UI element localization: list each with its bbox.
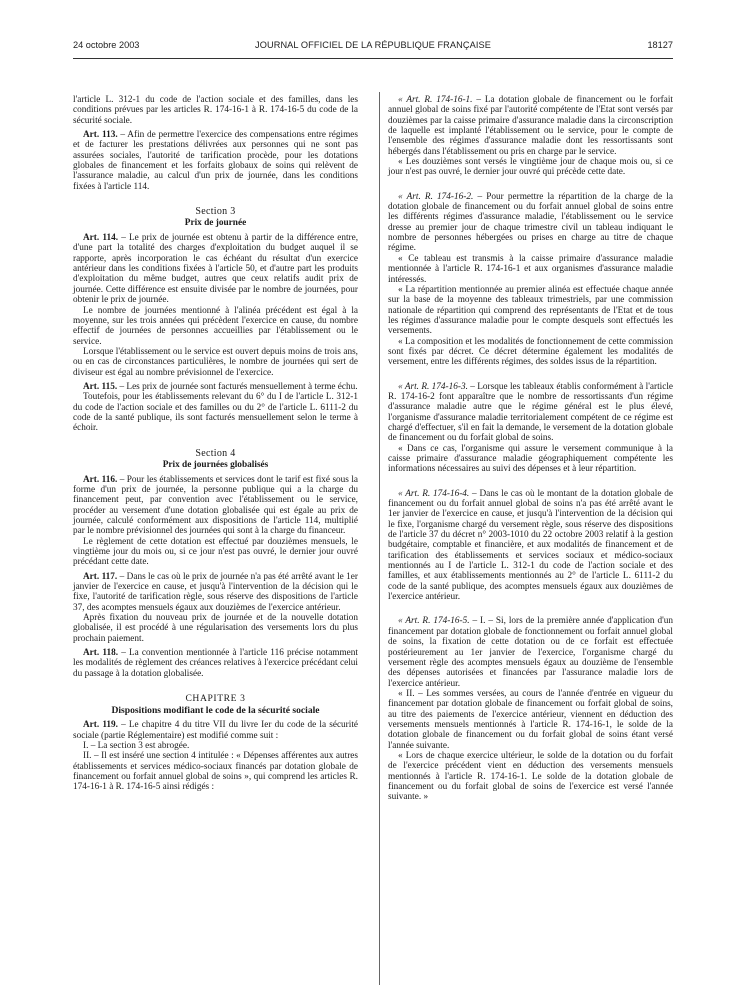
article-119-item-2: II. – Il est inséré une section 4 intitulée : « Dépenses afférentes aux autres établissements et services médico-sociaux financés par dotation globale de financement ou forfait annuel global de soins », qui comprend les articles R. 174-16-1 à R. 174-16-5 ainsi rédigés : (73, 751, 358, 793)
article-r-174-16-2 (388, 192, 673, 254)
chapter-3-title: CHAPITRE 3 (185, 693, 246, 705)
article-r-174-16-4-label: « Art. R. 174-16-4. (398, 488, 470, 499)
article-114-paragraph-3: Lorsque l'établissement ou le service est ouvert depuis moins de trois ans, ou en cas de circonstances particulières, le nombre de journées qui sert de diviseur est égal au nombre prévisionnel de l'exercice. (73, 346, 358, 378)
article-117-text: – Dans le cas où le prix de journée n'a pas été arrêté avant le 1er janvier de l'exercice en cause, et jusqu'à l'intervention de la décision qui le fixe, l'autorité de tarification règle, sous réserve des dispositions de l'article 37, des acomptes mensuels égaux aux douzièmes de l'exercice antérieur. (73, 571, 358, 613)
article-118-label: Art. 118. (83, 648, 119, 659)
article-119-label: Art. 119. (83, 720, 118, 731)
article-r-174-16-5-label: « Art. R. 174-16-5. (398, 616, 470, 627)
section-4-subtitle: Prix de journées globalisés (162, 459, 269, 470)
article-115-paragraph-2: Toutefois, pour les établissements relevant du 6° du I de l'article L. 312-1 du code de l'action sociale et des familles ou du 2° de l'article L. 6111-2 du code de la santé publique, ils sont facturés mensuellement selon le terme à échoir. (73, 392, 358, 434)
section-3-title: Section 3 (195, 206, 236, 218)
article-118 (73, 648, 358, 679)
article-r-174-16-1-label: « Art. R. 174-16-1. (398, 95, 473, 105)
article-r-174-16-4 (388, 489, 673, 603)
article-114-label: Art. 114. (83, 233, 119, 244)
article-115-text: – Les prix de journée sont facturés mensuellement à terme échu. (117, 381, 358, 392)
article-r-174-16-5-paragraph-2: « II. – Les sommes versées, au cours de l'année d'entrée en vigueur du financement par dotation globale de financement ou forfait global de soins, au titre des paiements de l'exercice antérieur, viennent en déduction des versements mensuels mentionnés à l'article R. 174-16-1, le solde de la dotation globale de financement ou du forfait global de soins étant versé l'année suivante. (388, 688, 673, 751)
right-column (388, 95, 673, 803)
header-title: JOURNAL OFFICIEL DE LA RÉPUBLIQUE FRANÇAISE (255, 40, 491, 50)
article-r-174-16-5-paragraph-3: « Lors de chaque exercice ultérieur, le solde de la dotation ou du forfait de l'exercice précédent vient en déduction des versements mensuels mentionnés à l'article R. 174-16-1. Le solde de la dotation globale de financement ou du forfait global de soins de l'exercice est versé l'année suivante. » (388, 750, 673, 803)
chapter-3-subtitle: Dispositions modifiant le code de la sécurité sociale (111, 705, 320, 717)
article-r-174-16-1-text: – La dotation globale de financement ou le forfait annuel global de soins fixé par l'autorité compétente de l'Etat sont versés par douzièmes par la caisse primaire d'assurance maladie dans la circonscription de laquelle est implanté l'établissement ou le service, pour le compte de l'ensemble des régimes d'assurance maladie dont les ressortissants sont hébergés dans l'établissement ou pris en charge par le service. (388, 95, 673, 157)
header-page-number: 18127 (647, 40, 673, 50)
header-date: 24 octobre 2003 (73, 40, 140, 50)
paragraph-intro: l'article L. 312-1 du code de l'action sociale et des familles, dans les conditions prévues par les articles R. 174-16-1 à R. 174-16-5 du code de la sécurité sociale. (73, 95, 358, 126)
column-divider (379, 92, 380, 985)
article-r-174-16-2-paragraph-4: « La composition et les modalités de fonctionnement de cette commission sont fixés par décret. Ce décret détermine également les modalités de versement, entre les différents régimes, des soldes issus de la répartition. (388, 336, 673, 368)
article-114-paragraph-2: Le nombre de journées mentionné à l'alinéa précédent est égal à la moyenne, sur les trois années qui précèdent l'exercice en cause, du nombre effectif de journées de personnes accueillies par l'établissement ou le service. (73, 305, 358, 347)
article-r-174-16-1 (388, 95, 673, 157)
article-r-174-16-1-paragraph-2: « Les douzièmes sont versés le vingtième jour de chaque mois ou, si ce jour n'est pas ouvré, le dernier jour ouvré qui précède cette date. (388, 157, 673, 178)
article-119-text: – Le chapitre 4 du titre VII du livre Ier du code de la sécurité sociale (partie Réglementaire) est modifié comme suit : (73, 720, 358, 741)
left-column (73, 95, 358, 793)
article-r-174-16-5-text: – I. – Si, lors de la première année d'application d'un financement par dotation globale de fonctionnement ou forfait annuel global de soins, la fixation de cette dotation ou de ce forfait est effectuée postérieurement au 1er janvier de l'exercice, l'organisme chargé du versement règle des acomptes mensuels égaux au douzième de l'ensemble des dépenses autorisées et financées par l'assurance maladie lors de l'exercice antérieur. (388, 616, 673, 689)
article-119-item-1: I. – La section 3 est abrogée. (83, 740, 190, 751)
article-r-174-16-2-paragraph-3: « La répartition mentionnée au premier alinéa est effectuée chaque année sur la base de la moyenne des tableaux trimestriels, par une commission nationale de répartition qui comprend des représentants de l'Etat et de tous les régimes d'assurance maladie pour le compte desquels sont effectués les versements. (388, 284, 673, 337)
article-118-text: – La convention mentionnée à l'article 116 précise notamment les modalités de règlement des créances relatives à l'exercice précédant celui du passage à la dotation globalisée. (73, 648, 358, 679)
article-r-174-16-5 (388, 616, 673, 688)
article-113-text: – Afin de permettre l'exercice des compensations entre régimes et de facturer les prestations délivrées aux personnes qui ne sont pas assurées sociales, l'autorité de tarification procède, pour les dotations globales de financement et les forfaits globaux de soins qui relèvent de l'assurance maladie, au calcul d'un prix de journée, dans les conditions fixées à l'article 114. (73, 130, 358, 192)
section-3-subtitle: Prix de journée (184, 218, 247, 229)
article-r-174-16-2-label: « Art. R. 174-16-2. (398, 191, 474, 202)
article-116-text: – Pour les établissements et services dont le tarif est fixé sous la forme d'un prix de journée, la personne publique qui a la charge du financement peut, par convention avec l'établissement ou le service, procéder au versement d'une dotation globalisée qui est égale au prix de journée, calculé conformément aux dispositions de l'article 114, multiplié par le nombre prévisionnel des journées qui sont à la charge du financeur. (73, 474, 358, 537)
article-117-paragraph-2: Après fixation du nouveau prix de journée et de la nouvelle dotation globalisée, il est procédé à une régularisation des versements lors du plus prochain paiement. (73, 613, 358, 644)
article-114-text: – Le prix de journée est obtenu à partir de la différence entre, d'une part la totalité des charges d'exploitation du budget auquel il se rapporte, après incorporation le cas échéant du résultat d'un exercice antérieur dans les conditions fixées à l'article 50, et d'autre part les produits d'exploitation du même budget, autres que ceux relatifs audit prix de journée. Cette différence est ensuite divisée par le nombre de journées, pour obtenir le prix de journée. (73, 233, 359, 306)
article-r-174-16-4-text: – Dans le cas où le montant de la dotation globale de financement ou du forfait annuel global de soins n'a pas été arrêté avant le 1er janvier de l'exercice en cause, et jusqu'à l'intervention de la décision qui le fixe, l'organisme chargé du versement règle, sous réserve des dispositions de l'article 37 du décret n° 2003-1010 du 22 octobre 2003 relatif à la gestion budgétaire, comptable et financière, et aux modalités de financement et de tarification des établissements et services sociaux et médico-sociaux mentionnés au I de l'article L. 312-1 du code de l'action sociale et des familles, et aux établissements mentionnés au 2° de l'article L. 6111-2 du code de la santé publique, des acomptes mensuels égaux aux douzièmes de l'exercice antérieur. (388, 488, 673, 603)
article-114 (73, 233, 358, 305)
article-116-label: Art. 116. (83, 474, 118, 485)
article-117 (73, 572, 358, 613)
article-r-174-16-2-text: – Pour permettre la répartition de la charge de la dotation globale de financement ou du forfait annuel global de soins entre les différents régimes d'assurance maladie, l'établissement ou le service dresse au premier jour de chaque trimestre civil un tableau indiquant le nombre de personnes hébergées ou prises en charge au titre de chaque régime. (388, 191, 673, 254)
article-116 (73, 475, 358, 537)
article-r-174-16-3 (388, 382, 673, 444)
section-4-title: Section 4 (195, 447, 236, 459)
article-116-paragraph-2: Le règlement de cette dotation est effectué par douzièmes mensuels, le vingtième jour du mois ou, si ce jour n'est pas ouvré, le dernier jour ouvré précédant cette date. (73, 536, 358, 568)
article-r-174-16-2-paragraph-2: « Ce tableau est transmis à la caisse primaire d'assurance maladie mentionnée à l'article R. 174-16-1 et aux organismes d'assurance maladie intéressés. (388, 253, 673, 285)
article-r-174-16-3-text: – Lorsque les tableaux établis conformément à l'article R. 174-16-2 font apparaître que le nombre de ressortissants d'un régime d'assurance maladie autre que le régime général est le plus élevé, l'organisme d'assurance maladie territorialement compétent de ce régime est chargé d'effectuer, s'il en fait la demande, le versement de la dotation globale de financement ou du forfait global de soins. (388, 381, 673, 444)
article-113-label: Art. 113. (83, 130, 118, 141)
article-119 (73, 720, 358, 741)
article-r-174-16-3-paragraph-2: « Dans ce cas, l'organisme qui assure le versement communique à la caisse primaire d'assurance maladie géographiquement compétente les informations nécessaires au suivi des dépenses et à leur répartition. (388, 443, 673, 475)
article-113 (73, 130, 358, 192)
article-115 (73, 382, 358, 392)
article-r-174-16-3-label: « Art. R. 174-16-3. (398, 381, 468, 392)
article-117-label: Art. 117. (83, 571, 118, 582)
page-header (73, 38, 673, 54)
article-115-label: Art. 115. (83, 381, 118, 392)
header-rule (73, 58, 673, 59)
